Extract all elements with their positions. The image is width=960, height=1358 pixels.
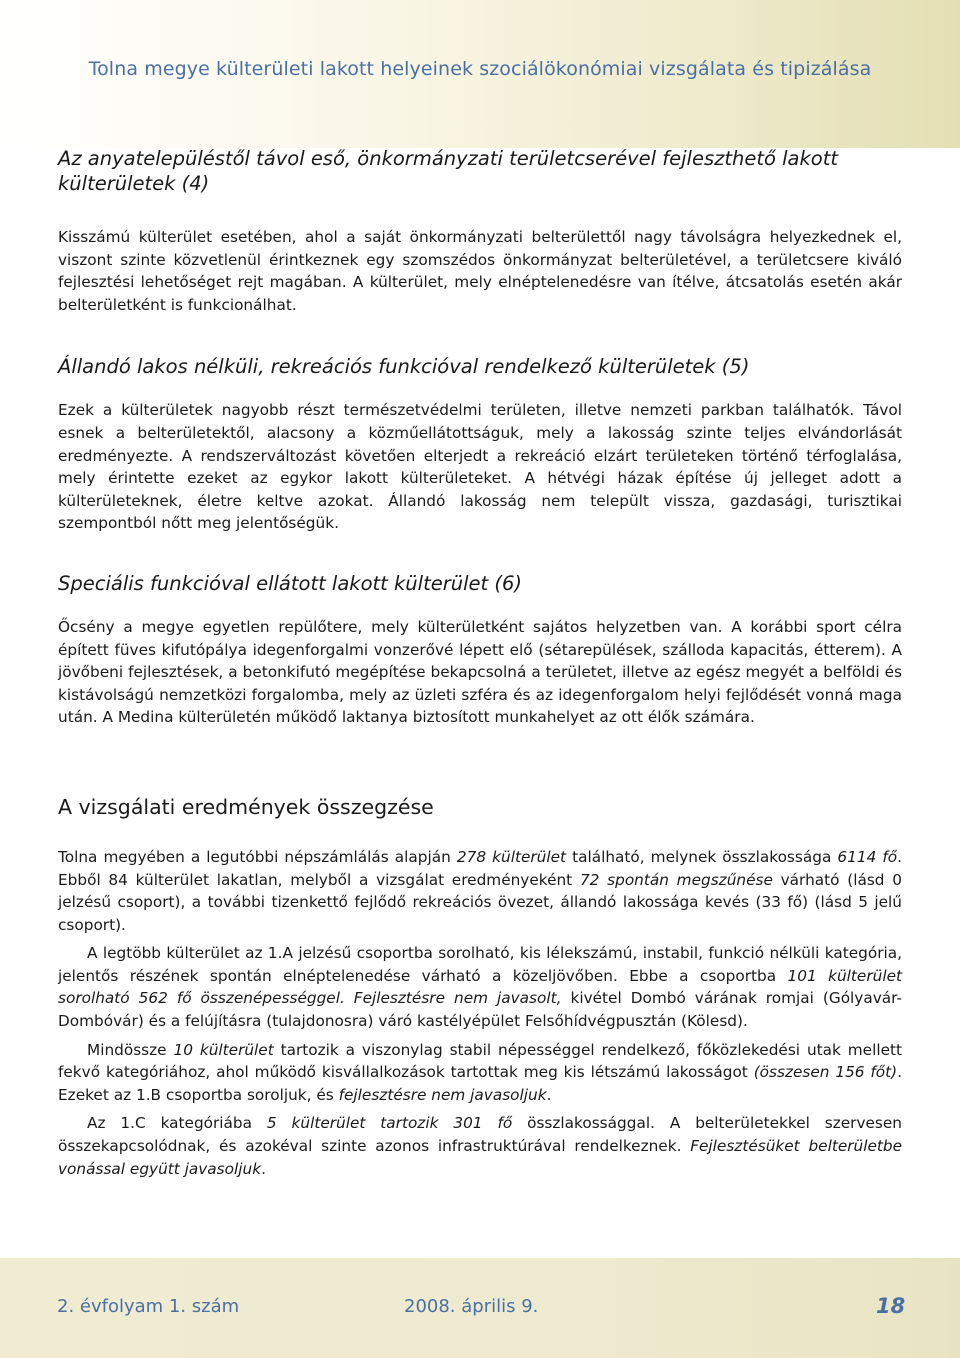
- page-number: 18: [876, 1294, 906, 1318]
- summary-paragraph-2: A legtöbb külterület az 1.A jelzésű csoportba sorolható, kis lélekszámú, instabil, funkció nélküli kategória, jelentős részének spontán elnéptelenedése várható a közeljövőben. Ebbe a csoportba 101 külterület sorolható 562 fő összenépességgel. Fejlesztésre nem javasolt, kivétel Dombó várának romjai (Gólyavár-Dombóvár) és a felújításra (tulajdonosra) váró kastélyépület Felsőhídvégpusztán (Kölesd).: [58, 944, 902, 1031]
- summary-paragraph-4: Az 1.C kategóriába 5 külterület tartozik 301 fő összlakossággal. A belterületekkel szervesen összekapcsolódnak, és azokéval szinte azonos infrastruktúrával rendelkeznek. Fejlesztésüket belterületbe vonással együtt javasoljuk.: [58, 1114, 902, 1178]
- section-heading-6: Speciális funkcióval ellátott lakott külterület (6): [58, 571, 522, 595]
- section-heading-5: Állandó lakos nélküli, rekreációs funkcióval rendelkező külterületek (5): [58, 355, 750, 379]
- page-content: [58, 146, 902, 1180]
- section-paragraph-4: Kisszámú külterület esetében, ahol a saját önkormányzati belterülettől nagy távolságra helyezkednek el, viszont szinte közvetlenül érintkeznek egy szomszédos önkormányzat belterületével, a területcsere kiváló fejlesztési lehetőséget rejt magában. A külterület, mely elnéptelenedésre van ítélve, átcsatolás esetén akár belterületként is funkcionálhat.: [58, 228, 902, 314]
- summary-paragraph-3: Mindössze 10 külterület tartozik a viszonylag stabil népességgel rendelkező, főközlekedési utak mellett fekvő kategóriához, ahol működő kisvállalkozások tartottak meg kis létszámú lakosságot (összesen 156 főt). Ezeket az 1.B csoportba soroljuk, és fejlesztésre nem javasoljuk.: [58, 1040, 903, 1104]
- section-paragraph-6: Őcsény a megye egyetlen repülőtere, mely külterületként sajátos helyzetben van. A korábbi sport célra épített füves kifutópálya idegenforgalmi vonzerővé lépett elő (sétarepülések, szálloda kapacitás, étterem). A jövőbeni fejlesztések, a betonkifutó megépítése bekapcsolná a területet, illetve az egész megyét a belföldi és kistávolságú nemzetközi forgalomba, mely az üzleti szféra és az idegenforgalom helyi fejlődését vonná maga után. A Medina külterületén működő laktanya biztosított munkahelyet az ott élők számára.: [58, 617, 902, 727]
- section-heading-4: Az anyatelepüléstől távol eső, önkormányzati területcserével fejleszthető lakott külterületek (4): [58, 147, 838, 195]
- footer-volume: 2. évfolyam 1. szám: [57, 1296, 240, 1317]
- summary-heading: A vizsgálati eredmények összegzése: [58, 794, 434, 819]
- footer-date: 2008. április 9.: [404, 1296, 539, 1317]
- summary-paragraph-1: Tolna megyében a legutóbbi népszámlálás alapján 278 külterület található, melynek összlakossága 6114 fő. Ebből 84 külterület lakatlan, melyből a vizsgálat eredményeként 72 spontán megszűnése várható (lásd 0 jelzésű csoport), a további tizenkettő fejlődő rekreációs övezet, állandó lakossága kevés (33 fő) (lásd 5 jelű csoport).: [58, 847, 902, 934]
- section-paragraph-5: Ezek a külterületek nagyobb részt természetvédelmi területen, illetve nemzeti parkban találhatók. Távol esnek a belterületektől, alacsony a közműellátottságuk, mely a lakosság szinte teljes elvándorlását eredményezte. A rendszerváltozást követően elterjedt a rekreáció elzárt területeken történő térfoglalása, mely érintette ezeket az egykor lakott külterületeket. A hétvégi házak építése új jelleget adott a külterületeknek, életre keltve azokat. Állandó lakosság nem települt vissza, gazdasági, turisztikai szempontból nőtt meg jelentőségük.: [58, 401, 902, 533]
- running-header: Tolna megye külterületi lakott helyeinek szociálökonómiai vizsgálata és tipizálása: [88, 58, 872, 80]
